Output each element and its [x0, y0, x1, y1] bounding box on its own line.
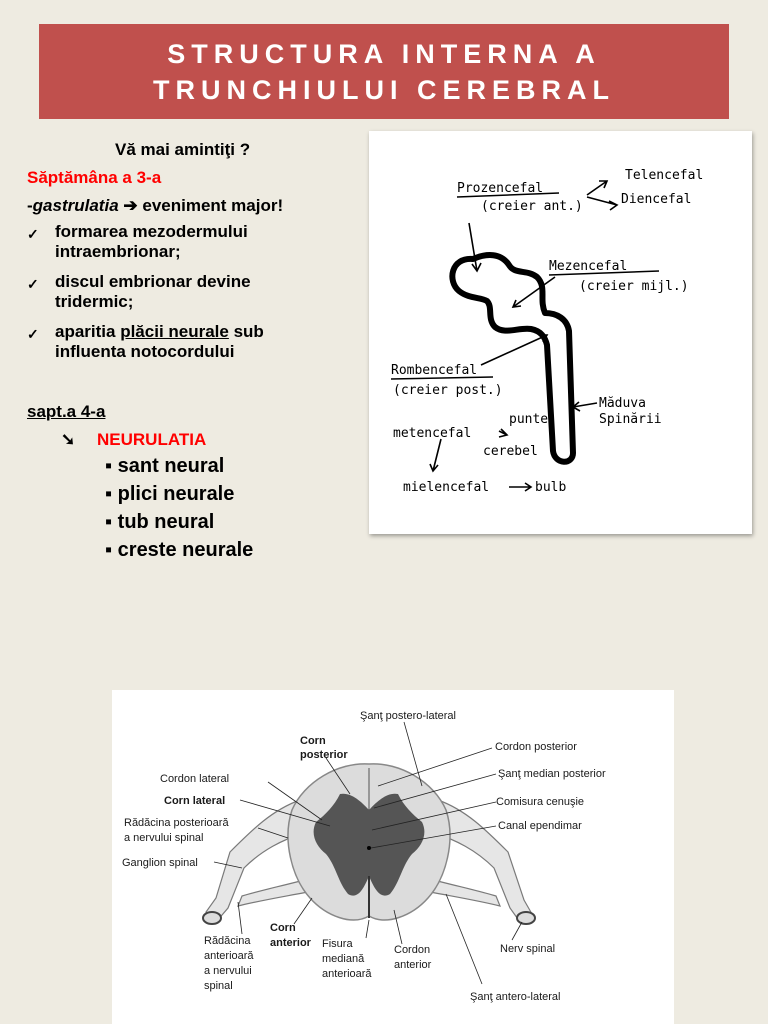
- label-maduva: Măduva: [599, 396, 646, 411]
- bullet-3-post: sub: [228, 322, 264, 341]
- list-item: ▪ plici neurale: [105, 483, 235, 505]
- square-bullet-icon: ▪: [105, 455, 113, 477]
- central-canal: [367, 846, 371, 850]
- label-fisura-3: anterioară: [322, 968, 372, 980]
- label-prozencefal: Prozencefal: [457, 181, 544, 196]
- label-cerebel: cerebel: [483, 444, 538, 459]
- bullet-1-line-2: intraembrionar;: [55, 242, 181, 261]
- spinal-cord-diagram: [112, 690, 674, 1024]
- label-corn-anterior-2: anterior: [270, 937, 311, 949]
- list-item: ▪ sant neural: [105, 455, 225, 477]
- neurulation-heading: NEURULATIA: [97, 430, 207, 449]
- label-sant-antero-lateral: Şanţ antero-lateral: [470, 991, 561, 1003]
- label-cordon-posterior: Cordon posterior: [495, 741, 577, 753]
- bullet-3-line-1: [55, 322, 264, 342]
- nerve-end-left: [203, 912, 221, 924]
- label-cordon-anterior-1: Cordon: [394, 944, 431, 956]
- slide-title-line-1: STRUCTURA INTERNA A: [167, 38, 601, 69]
- label-sant-median-posterior: Şanţ median posterior: [498, 768, 606, 780]
- gastrulation-line: [27, 196, 283, 216]
- label-cordon-lateral: Cordon lateral: [160, 773, 230, 785]
- week4-heading: sapt.a 4-a: [27, 402, 106, 421]
- bullet-3-underlined: plăcii neurale: [120, 322, 229, 341]
- label-corn-lateral: Corn lateral: [164, 795, 226, 807]
- label-fisura-2: mediană: [322, 953, 365, 965]
- label-rombencefal-sub: (creier post.): [393, 383, 503, 398]
- list-item: ▪ creste neurale: [105, 539, 254, 561]
- neural-tube-sketch: [369, 131, 752, 534]
- bullet-3-line-2: influenta notocordului: [55, 342, 235, 361]
- label-radacina-anterioara-2: anterioară: [204, 950, 254, 962]
- bullet-3-pre: aparitia: [55, 322, 121, 341]
- neural-tube-drawing: [369, 131, 752, 534]
- label-radacina-anterioara-3: a nervului: [204, 965, 252, 977]
- arrow-down-right-icon: ➘: [61, 430, 76, 449]
- label-comisura-cenusie: Comisura cenuşie: [496, 796, 585, 808]
- reminder-question: Vă mai amintiţi ?: [115, 140, 251, 159]
- checkmark-icon: ✓: [27, 226, 39, 242]
- square-bullet-icon: ▪: [105, 511, 113, 533]
- label-radacina-anterioara-4: spinal: [204, 980, 233, 992]
- label-cordon-anterior-2: anterior: [394, 959, 432, 971]
- arrow-right-icon: ➔: [123, 196, 138, 215]
- label-diencefal: Diencefal: [621, 192, 692, 207]
- square-bullet-icon: ▪: [105, 483, 113, 505]
- label-nerv-spinal: Nerv spinal: [500, 943, 556, 955]
- label-radacina-posterioara-1: Rădăcina posterioară: [124, 817, 229, 829]
- week3-heading: Săptămâna a 3-a: [27, 168, 162, 187]
- spinal-cord-drawing: [112, 690, 674, 1024]
- list-item: ▪ tub neural: [105, 511, 215, 533]
- title-banner: [39, 24, 729, 119]
- slide-title-line-2: TRUNCHIULUI CEREBRAL: [153, 74, 615, 105]
- square-bullet-icon: ▪: [105, 539, 113, 561]
- bullet-2-line-1: discul embrionar devine: [55, 272, 251, 291]
- gastrulation-dash: -: [27, 196, 33, 215]
- nerve-end-right: [517, 912, 535, 924]
- label-corn-posterior-1: Corn: [300, 735, 326, 747]
- label-prozencefal-sub: (creier ant.): [481, 199, 583, 214]
- label-radacina-posterioara-2: a nervului spinal: [124, 832, 204, 844]
- label-sant-postero-lateral: Şanţ postero-lateral: [360, 710, 456, 722]
- label-telencefal: Telencefal: [625, 168, 704, 183]
- label-radacina-anterioara-1: Rădăcina: [204, 935, 251, 947]
- label-canal-ependimar: Canal ependimar: [498, 820, 582, 832]
- label-metencefal: metencefal: [393, 426, 472, 441]
- label-spinarii: Spinării: [599, 412, 662, 427]
- label-corn-posterior-2: posterior: [300, 749, 348, 761]
- checkmark-icon: ✓: [27, 276, 39, 292]
- label-bulb: bulb: [535, 480, 567, 495]
- bullet-1-line-1: formarea mezodermului: [55, 222, 248, 241]
- checkmark-icon: ✓: [27, 326, 39, 342]
- label-ganglion-spinal: Ganglion spinal: [122, 857, 198, 869]
- label-rombencefal: Rombencefal: [391, 363, 478, 378]
- label-punte: punte: [509, 412, 549, 427]
- bullet-2-line-2: tridermic;: [55, 292, 134, 311]
- gastrulation-rest: eveniment major!: [137, 196, 284, 215]
- label-mielencefal: mielencefal: [403, 480, 490, 495]
- label-corn-anterior-1: Corn: [270, 922, 296, 934]
- label-mezencefal-sub: (creier mijl.): [579, 279, 689, 294]
- label-mezencefal: Mezencefal: [549, 259, 628, 274]
- gastrulation-term: gastrulatia: [32, 196, 119, 215]
- label-fisura-1: Fisura: [322, 938, 353, 950]
